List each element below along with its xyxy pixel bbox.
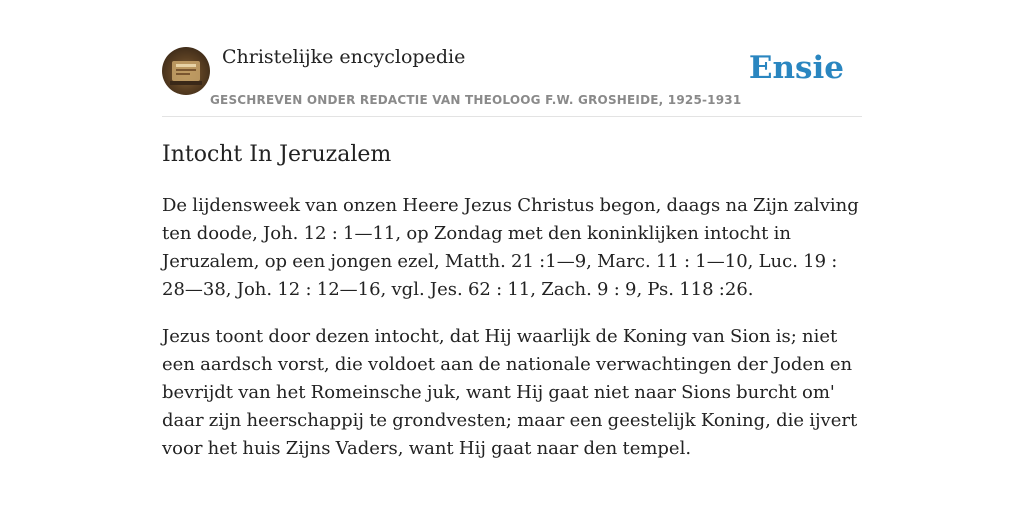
article (162, 140, 862, 463)
ensie-logo-link[interactable]: Ensie (748, 50, 844, 86)
book-cover-avatar[interactable] (162, 47, 210, 95)
book-title[interactable]: Christelijke encyclopedie (222, 46, 466, 68)
header (162, 44, 862, 117)
article-paragraph: De lijdensweek van onzen Heere Jezus Christus begon, daags na Zijn zalving ten doode, Joh. 12 : 1—11, op Zondag met den koninklijken intocht in Jeruzalem, op een jongen ezel, Matth. 21 :1—9, Marc. 11 : 1—10, Luc. 19 : 28—38, Joh. 12 : 12—16, vgl. Jes. 62 : 11, Zach. 9 : 9, Ps. 118 :26. (162, 195, 859, 300)
book-subtitle: GESCHREVEN ONDER REDACTIE VAN THEOLOOG F.W. GROSHEIDE, 1925-1931 (210, 93, 742, 107)
book-cover-icon (162, 47, 210, 95)
article-paragraph: Jezus toont door dezen intocht, dat Hij waarlijk de Koning van Sion is; niet een aardsch vorst, die voldoet aan de nationale verwachtingen der Joden en bevrijdt van het Romeinsche juk, want Hij gaat niet naar Sions burcht om' daar zijn heerschappij te grondvesten; maar een geestelijk Koning, die ijvert voor het huis Zijns Vaders, want Hij gaat naar den tempel. (162, 326, 858, 459)
article-title: Intocht In Jeruzalem (162, 142, 392, 167)
